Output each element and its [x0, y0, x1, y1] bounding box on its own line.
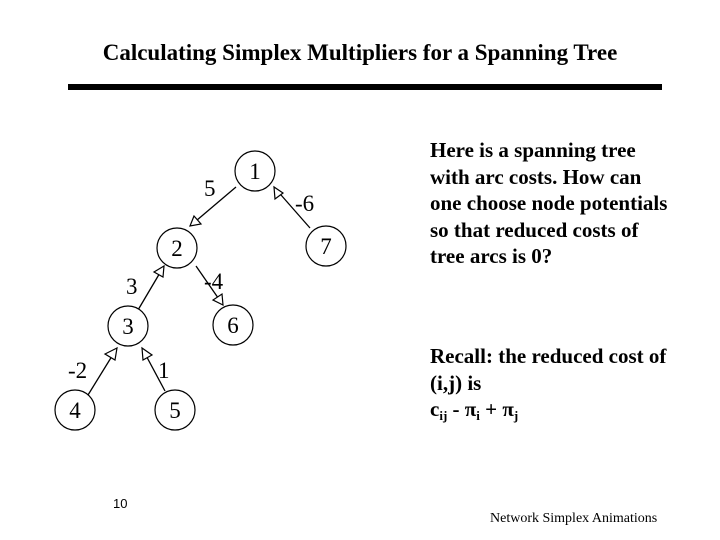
formula-pi-j: π: [502, 397, 514, 421]
arrowhead-5-3: [142, 348, 152, 360]
tree-node: [235, 151, 275, 191]
node-label: 6: [227, 313, 239, 338]
arrowhead-7-1: [274, 187, 283, 199]
formula-plus: +: [479, 397, 503, 421]
slide-title: Calculating Simplex Multipliers for a Spanning Tree: [102, 40, 618, 65]
tree-node: [155, 390, 195, 430]
footer-text: Network Simplex Animations: [490, 511, 658, 526]
arrowhead-2-6: [213, 294, 223, 305]
tree-node: [157, 228, 197, 268]
formula-pi-i-sub: i: [476, 408, 480, 423]
arc-cost-label: -4: [204, 269, 224, 294]
formula-minus: -: [447, 397, 465, 421]
tree-node: [213, 305, 253, 345]
formula-c: c: [430, 397, 440, 421]
arc-cost-label: 5: [204, 176, 216, 201]
arc-cost-label: -6: [295, 191, 315, 216]
recall-prefix: Recall: the reduced cost of (i,j) is: [430, 344, 667, 395]
arc-cost-label: 1: [158, 358, 170, 383]
arc-cost-label: -2: [68, 358, 88, 383]
slide-number: 10: [113, 496, 128, 511]
question-text: Here is a spanning tree with arc costs. How can one choose node potentials so that reduced costs of tree arcs is 0?: [430, 138, 668, 268]
tree-node: [108, 306, 148, 346]
node-label: 7: [320, 234, 332, 259]
node-label: 3: [122, 314, 134, 339]
node-label: 4: [69, 398, 81, 423]
recall-text: [430, 343, 670, 423]
arrowhead-4-3: [105, 348, 117, 360]
formula-c-sub: ij: [439, 408, 448, 423]
tree-node: [306, 226, 346, 266]
node-label: 2: [171, 236, 183, 261]
reduced-cost-formula: [430, 396, 670, 423]
node-label: 1: [249, 159, 261, 184]
formula-pi-j-sub: j: [513, 408, 519, 423]
arrowhead-3-2: [154, 266, 164, 277]
node-label: 5: [169, 398, 181, 423]
arc-cost-label: 3: [126, 274, 138, 299]
tree-node: [55, 390, 95, 430]
formula-pi-i: π: [464, 397, 477, 421]
